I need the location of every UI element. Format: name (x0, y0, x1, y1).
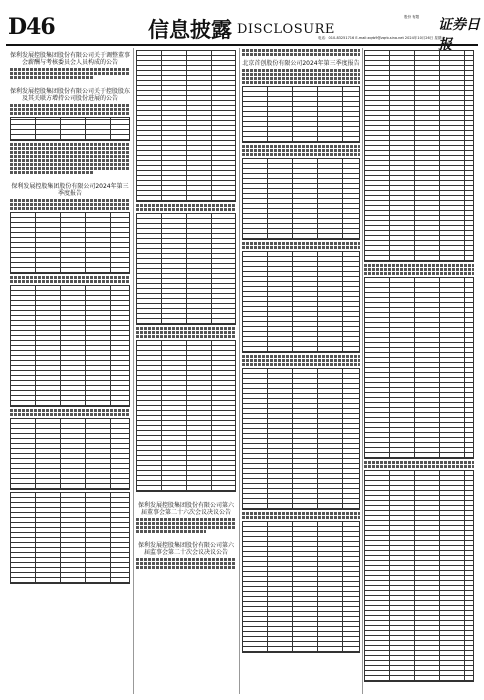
data-table (242, 158, 360, 240)
data-table (10, 492, 130, 584)
column-divider (133, 48, 134, 694)
data-table (10, 418, 130, 490)
column-3 (242, 48, 360, 694)
column-4 (364, 48, 474, 694)
data-table (242, 86, 360, 143)
data-table (242, 521, 360, 653)
data-table (10, 212, 130, 274)
data-table (136, 50, 236, 202)
notice-title: 保利发展控股集团股份有限公司关于调整董事会薪酬与考核委员会人员构成的公告 (10, 52, 130, 66)
data-table (10, 285, 130, 407)
notice-title: 北京首创股份有限公司2024年第三季度报告 (242, 60, 360, 67)
data-table (364, 470, 474, 682)
column-2 (136, 48, 236, 694)
notice-title: 保利发展控股集团股份有限公司第六届董事会第二十六次会议决议公告 (137, 502, 234, 516)
notice-title: 保利发展控股集团股份有限公司2024年第三季度报告 (11, 183, 129, 197)
column-1 (10, 48, 130, 694)
header-meta: 股份 有限 (404, 15, 420, 19)
section-title-en: DISCLOSURE (237, 22, 335, 37)
column-divider (239, 48, 240, 694)
page-number: D46 (8, 14, 55, 40)
page-header (0, 0, 484, 53)
notice-title: 保利发展控股集团股份有限公司第六届监事会第二十次会议决议公告 (137, 542, 234, 556)
masthead-logo: 证券日报 (438, 17, 480, 53)
section-title: 信息披露 (148, 17, 232, 42)
header-contact: 电话：010-83251716 E-mail:zqrb9@zqrb.sina.net 2024年10月26日 星期六 (318, 36, 445, 40)
data-table (364, 277, 474, 459)
data-table (136, 340, 236, 492)
data-table (364, 50, 474, 262)
header-rule (6, 44, 478, 46)
data-table (136, 213, 236, 325)
column-divider (362, 48, 363, 694)
data-table (10, 117, 130, 141)
notice-title: 保利发展控股集团股份有限公司关于控股股东及其关联方增持公司股份进展的公告 (10, 88, 130, 102)
data-table (242, 251, 360, 353)
data-table (242, 368, 360, 510)
